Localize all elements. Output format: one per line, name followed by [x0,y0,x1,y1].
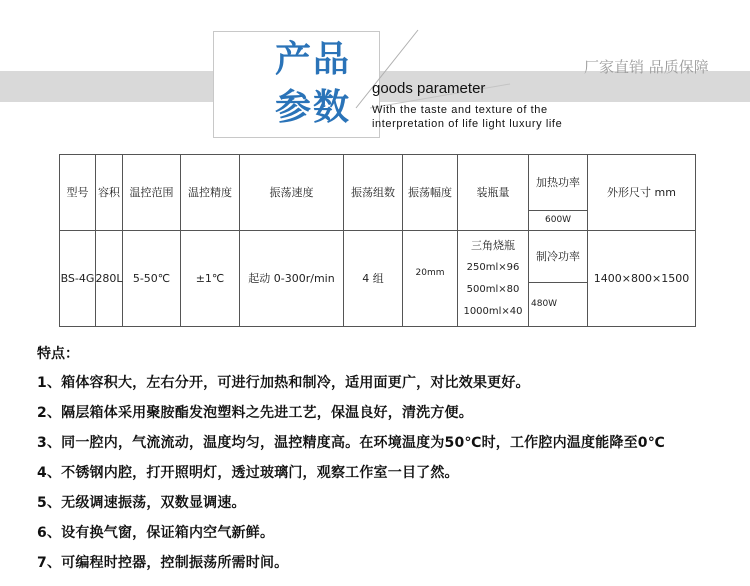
feature-item: 6、设有换气窗，保证箱内空气新鲜。 [37,525,275,541]
features-title: 特点： [37,346,79,362]
th-groups: 振荡组数 [344,155,403,231]
th-amplitude: 振荡幅度 [403,155,458,231]
th-speed: 振荡速度 [240,155,344,231]
th-volume: 容积 [96,155,123,231]
feature-item: 1、箱体容积大，左右分开，可进行加热和制冷，适用面更广，对比效果更好。 [37,375,530,391]
english-title: goods parameter [372,80,486,97]
td-temp-range: 5-50℃ [123,231,181,326]
bottles-item: 1000ml×40 [463,305,523,317]
english-subtitle-1: With the taste and texture of the [372,104,548,116]
th-bottles: 装瓶量 [458,155,529,231]
th-size: 外形尺寸 mm [588,155,695,231]
spec-table [59,154,696,327]
td-speed: 起动 0-300r/min [240,231,344,326]
heat-power-value: 600W [529,211,588,231]
td-size: 1400×800×1500 [593,272,690,285]
th-temp-range: 温控范围 [123,155,181,231]
td-groups: 4 组 [344,231,403,326]
feature-item: 3、同一腔内，气流流动，温度均匀，温控精度高。在环境温度为50℃时，工作腔内温度能降至0℃ [37,435,665,451]
td-model: BS-4G [60,231,96,326]
features-section [37,343,665,571]
th-model: 型号 [60,155,96,231]
cool-power-value: 480W [529,283,588,326]
th-heat-power: 加热功率 [529,155,588,211]
title-line-2: 参数 [275,87,352,128]
td-temp-precision: ±1℃ [181,231,240,326]
bottles-item: 500ml×80 [466,283,520,295]
cool-power-label: 制冷功率 [529,231,588,283]
english-subtitle-2: interpretation of life light luxury life [372,118,563,130]
title-line-1: 产品 [275,39,352,80]
td-bottles [458,231,529,326]
td-amplitude: 20mm [403,231,458,326]
bottles-label: 三角烧瓶 [471,239,515,253]
feature-item: 2、隔层箱体采用聚胺酯发泡塑料之先进工艺，保温良好，清洗方便。 [37,405,473,421]
feature-item: 7、可编程时控器，控制振荡所需时间。 [37,555,289,571]
slogan: 厂家直销 品质保障 [584,58,709,76]
th-temp-precision: 温控精度 [181,155,240,231]
feature-item: 4、不锈钢内腔，打开照明灯，透过玻璃门，观察工作室一目了然。 [37,465,459,481]
bottles-item: 250ml×96 [466,262,520,274]
td-volume: 280L [96,231,123,326]
feature-item: 5、无级调速振荡，双数显调速。 [37,495,246,511]
